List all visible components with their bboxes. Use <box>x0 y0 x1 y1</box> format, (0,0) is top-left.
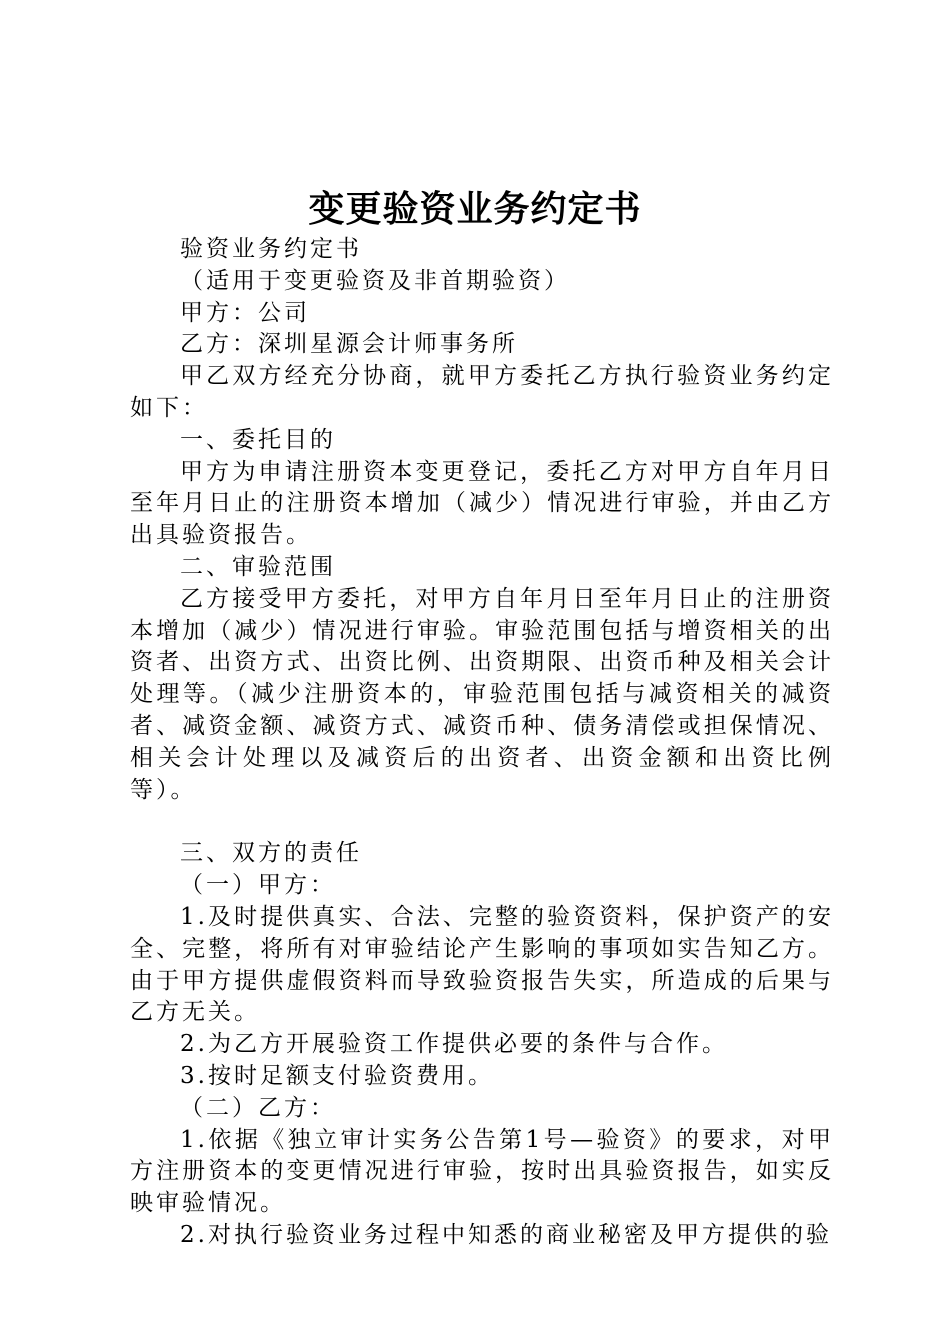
heading-agreement: 验资业务约定书 <box>180 236 362 262</box>
party-a-item-1: 1.及时提供真实、合法、完整的验资资料，保护资产的安全、完整，将所有对审验结论产生影响的事项如实告知乙方。由于甲方提供虚假资料而导致验资报告失实，所造成的后果与乙方无关。 <box>130 903 834 1026</box>
party-a-item-2: 2.为乙方开展验资工作提供必要的条件与合作。 <box>180 1031 728 1058</box>
section-heading-responsibilities: 三、双方的责任 <box>180 840 362 867</box>
party-a-item-3: 3.按时足额支付验资费用。 <box>180 1062 494 1089</box>
blank-line <box>130 806 834 838</box>
applicability-note: （适用于变更验资及非首期验资） <box>180 267 570 294</box>
party-b: 乙方：深圳星源会计师事务所 <box>180 331 518 358</box>
section-heading-scope: 二、审验范围 <box>180 553 336 580</box>
section-heading-purpose: 一、委托目的 <box>180 426 336 453</box>
party-b-item-1: 1.依据《独立审计实务公告第1号—验资》的要求，对甲方注册资本的变更情况进行审验，按时出具验资报告，如实反映审验情况。 <box>130 1126 834 1217</box>
scope-paragraph: 乙方接受甲方委托，对甲方自年月日至年月日止的注册资本增加（减少）情况进行审验。审验范围包括与增资相关的出资者、出资方式、出资比例、出资期限、出资币种及相关会计处理等。（减少注册资本的，审验范围包括与减资相关的减资者、减资金额、减资方式、减资币种、债务清偿或担保情况、相关会计处理以及减资后的出资者、出资金额和出资比例等）。 <box>130 585 834 803</box>
party-b-item-2: 2.对执行验资业务过程中知悉的商业秘密及甲方提供的验 <box>180 1221 832 1248</box>
party-a: 甲方：公司 <box>180 299 310 326</box>
intro-paragraph: 甲乙双方经充分协商，就甲方委托乙方执行验资业务约定如下： <box>130 363 834 421</box>
document-body <box>130 234 834 1252</box>
subheading-party-a: （一）甲方： <box>180 872 336 899</box>
purpose-paragraph: 甲方为申请注册资本变更登记，委托乙方对甲方自年月日至年月日止的注册资本增加（减少）情况进行审验，并由乙方出具验资报告。 <box>130 458 834 549</box>
document-title: 变更验资业务约定书 <box>308 188 642 230</box>
subheading-party-b: （二）乙方： <box>180 1094 336 1121</box>
